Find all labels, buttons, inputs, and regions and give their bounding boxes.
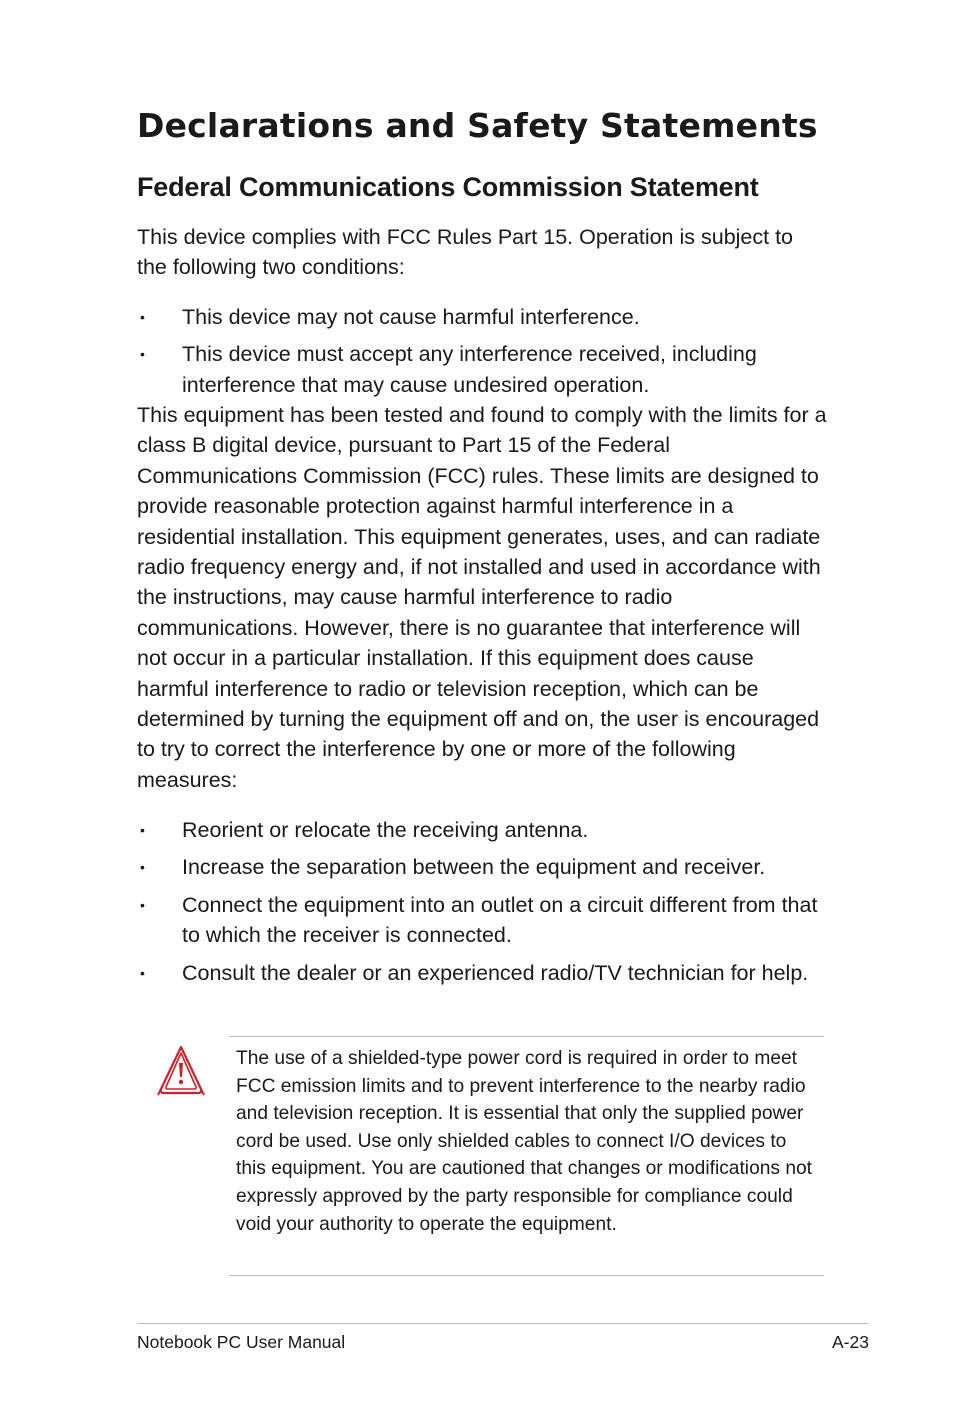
list-item	[137, 815, 827, 845]
bullet-icon: •	[140, 309, 145, 325]
bullet-icon: •	[140, 896, 145, 913]
list-item	[137, 958, 827, 988]
list-item-text: Increase the separation between the equipment and receiver.	[182, 855, 766, 880]
list-item	[137, 890, 827, 951]
compliance-paragraph: This equipment has been tested and found to comply with the limits for a class B digital device, pursuant to Part 15 of the Federal Communications Commission (FCC) rules. These limits are designed to provide reasonable protection against harmful interference in a residential installation. This equipment generates, uses, and can radiate radio frequency energy and, if not installed and used in accordance with the instructions, may cause harmful interference to radio communications. However, there is no guarantee that interference will not occur in a particular installation. If this equipment does cause harmful interference to radio or television reception, which can be determined by turning the equipment off and on, the user is encouraged to try to correct the interference by one or more of the following measures:	[137, 403, 827, 792]
bullet-icon: •	[140, 822, 145, 838]
measures-list	[137, 815, 827, 995]
list-item	[137, 852, 827, 882]
footer-manual-title: Notebook PC User Manual	[137, 1332, 346, 1352]
warning-triangle-icon	[157, 1043, 205, 1099]
conditions-list	[137, 302, 827, 407]
bullet-icon: •	[140, 859, 145, 876]
bullet-icon: •	[140, 346, 145, 363]
list-item	[137, 302, 827, 332]
list-item-text: Connect the equipment into an outlet on a circuit different from that to which the receiver is connected.	[182, 892, 818, 948]
page-title: Declarations and Safety Statements	[137, 106, 818, 145]
bullet-icon: •	[140, 964, 145, 981]
intro-paragraph: This device complies with FCC Rules Part 15. Operation is subject to the following two conditions:	[137, 225, 794, 280]
footer-divider	[137, 1323, 869, 1324]
section-heading: Federal Communications Commission Statement	[137, 172, 759, 202]
list-item	[137, 339, 827, 400]
page-number: A-23	[832, 1332, 869, 1352]
warning-note	[229, 1036, 824, 1276]
list-item-text: This device must accept any interference received, including interference that may cause undesired operation.	[182, 342, 757, 397]
list-item-text: This device may not cause harmful interference.	[182, 305, 640, 329]
list-item-text: Consult the dealer or an experienced radio/TV technician for help.	[182, 960, 809, 985]
list-item-text: Reorient or relocate the receiving antenna.	[182, 818, 589, 842]
warning-text: The use of a shielded-type power cord is required in order to meet FCC emission limits and to prevent interference to the nearby radio and television reception. It is essential that only the supplied power cord be used. Use only shielded cables to connect I/O devices to this equipment. You are cautioned that changes or modifications not expressly approved by the party responsible for compliance could void your authority to operate the equipment.	[236, 1048, 813, 1235]
